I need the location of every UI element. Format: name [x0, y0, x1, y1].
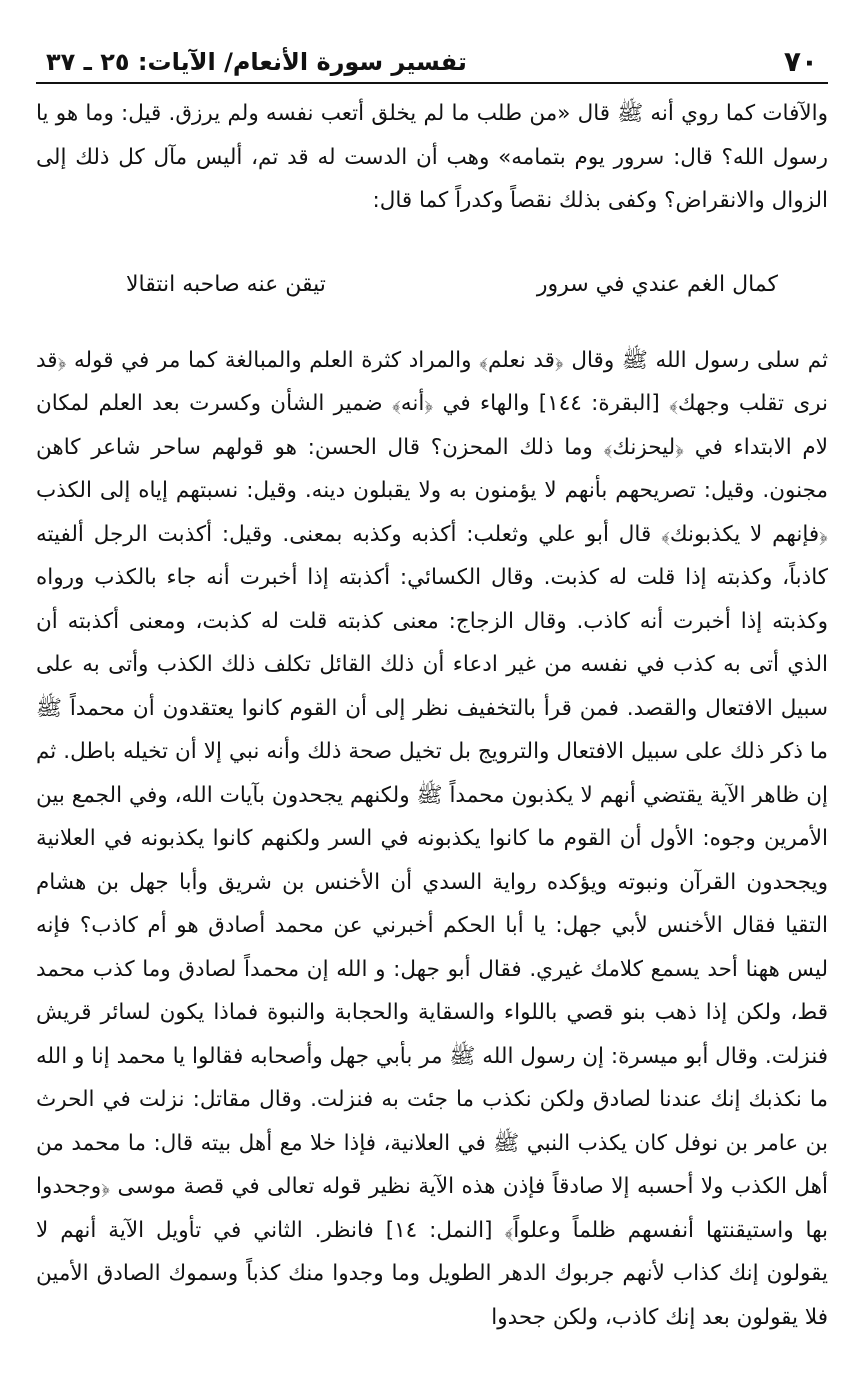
verse-hemistich-2: تيقن عنه صاحبه انتقالا — [126, 271, 326, 297]
verse-hemistich-1: كمال الغم عندي في سرور — [536, 271, 778, 297]
paragraph-1: والآفات كما روي أنه ﷺ قال «من طلب ما لم يخلق أتعب نفسه ولم يرزق. قيل: وما هو يا رسول الله؟ قال: سرور يوم بتمامه» وهب أن الدست له قد تم، أليس مآل كل ذلك إلى الزوال والانقراض؟ وكفى بذلك نقصاً وكدراً كما قال: — [36, 101, 828, 213]
page-number: ٧٠ — [783, 45, 818, 78]
paragraph-2: ثم سلى رسول الله ﷺ وقال ﴿قد نعلم﴾ والمراد كثرة العلم والمبالغة كما مر في قوله ﴿قد نرى تقلب وجهك﴾ [البقرة: ١٤٤] والهاء في ﴿أنه﴾ ضمير الشأن وكسرت بعد العلم لمكان لام الابتداء في ﴿ليحزنك﴾ وما ذلك المحزن؟ قال الحسن: هو قولهم ساحر شاعر كاهن مجنون. وقيل: تصريحهم بأنهم لا يؤمنون به ولا يقبلون دينه. وقيل: نسبتهم إياه إلى الكذب ﴿فإنهم لا يكذبونك﴾ قال أبو علي وثعلب: أكذبه وكذبه بمعنى. وقيل: أكذبت الرجل ألفيته كاذباً، وكذبته إذا قلت له كذبت. وقال الكسائي: أكذبته إذا أخبرت أنه جاء بالكذب ورواه وكذبته إذا أخبرت أنه كاذب. وقال الزجاج: معنى كذبته قلت له كذبت، ومعنى أكذبته أن الذي أتى به كذب في نفسه من غير ادعاء أن ذلك القائل تكلف ذلك الكذب وأتى به على سبيل الافتعال والقصد. فمن قرأ بالتخفيف نظر إلى أن القوم كانوا يعتقدون أن محمداً ﷺ ما ذكر ذلك على سبيل الافتعال والترويج بل تخيل صحة ذلك وأنه نبي إلا أن تخيله باطل. ثم إن ظاهر الآية يقتضي أنهم لا يكذبون محمداً ﷺ ولكنهم يجحدون بآيات الله، وفي الجمع بين الأمرين وجوه: الأول أن القوم ما كانوا يكذبونه في السر ولكنهم كانوا يكذبونه في العلانية ويجحدون القرآن ونبوته ويؤكده رواية السدي أن الأخنس بن شريق وأبا جهل بن هشام التقيا فقال الأخنس لأبي جهل: يا أبا الحكم أخبرني عن محمد أصادق هو أم كاذب؟ فإنه ليس ههنا أحد يسمع كلامك غيري. فقال أبو جهل: و الله إن محمداً لصادق وما كذب محمد قط، ولكن إذا ذهب بنو قصي باللواء والسقاية والحجابة والنبوة فماذا يكون لسائر قريش فنزلت. وقال أبو ميسرة: إن رسول الله ﷺ مر بأبي جهل وأصحابه فقالوا يا محمد إنا و الله ما نكذبك إنك عندنا لصادق ولكن نكذب ما جئت به فنزلت. وقال مقاتل: نزلت في الحرث بن عامر بن نوفل كان يكذب النبي ﷺ في العلانية، فإذا خلا مع أهل بيته قال: ما محمد من أهل الكذب ولا أحسبه إلا صادقاً فإذن هذه الآية نظير قوله تعالى في قصة موسى ﴿وجحدوا بها واستيقنتها أنفسهم ظلماً وعلواً﴾ [النمل: ١٤] فانظر. الثاني في تأويل الآية أنهم لا يقولون إنك كذاب لأنهم جربوك الدهر الطويل وما وجدوا منك كذباً وسموك الصادق الأمين فلا يقولون بعد إنك كاذب، ولكن جحدوا — [36, 347, 829, 1330]
poetry-verse — [126, 265, 778, 305]
page-header — [36, 38, 828, 84]
running-title: تفسير سورة الأنعام/ الآيات: ٢٥ ـ ٣٧ — [46, 48, 467, 76]
